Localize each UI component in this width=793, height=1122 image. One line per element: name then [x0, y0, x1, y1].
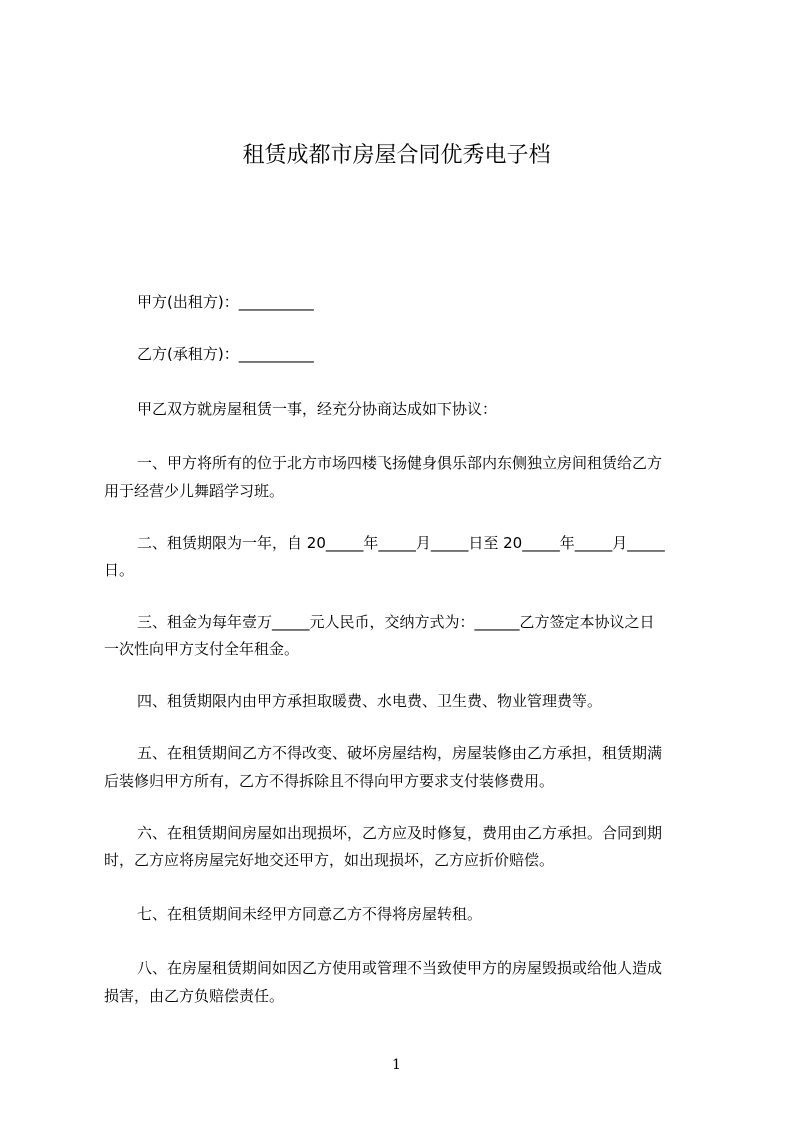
- clause-1-line-2: 用于经营少儿舞蹈学习班。: [104, 482, 285, 500]
- clause-2-line-1: 二、租赁期限为一年，自 20_____年_____月_____日至 20_____年_____月_____: [137, 534, 665, 552]
- clause-2-line-2: 日。: [104, 561, 135, 579]
- party-b-line: 乙方(承租方)：__________: [137, 345, 314, 363]
- clause-5-line-1: 五、在租赁期间乙方不得改变、破坏房屋结构，房屋装修由乙方承担，租赁期满: [137, 744, 663, 762]
- document-title: 租赁成都市房屋合同优秀电子档: [242, 143, 551, 168]
- clause-8-line-1: 八、在房屋租赁期间如因乙方使用或管理不当致使甲方的房屋毁损或给他人造成: [137, 959, 663, 977]
- clause-8-line-2: 损害，由乙方负赔偿责任。: [104, 987, 285, 1005]
- clause-6-line-2: 时，乙方应将房屋完好地交还甲方，如出现损坏，乙方应折价赔偿。: [104, 851, 555, 869]
- agreement-intro: 甲乙双方就房屋租赁一事，经充分协商达成如下协议：: [137, 400, 498, 418]
- clause-7-line-1: 七、在租赁期间未经甲方同意乙方不得将房屋转租。: [137, 905, 483, 923]
- clause-3-line-2: 一次性向甲方支付全年租金。: [104, 640, 300, 658]
- clause-1-line-1: 一、甲方将所有的位于北方市场四楼飞扬健身俱乐部内东侧独立房间租赁给乙方: [137, 454, 663, 472]
- party-a-line: 甲方(出租方)：__________: [137, 293, 314, 311]
- clause-3-line-1: 三、租金为每年壹万_____元人民币，交纳方式为：______乙方签定本协议之日: [137, 613, 655, 631]
- clause-4-line-1: 四、租赁期限内由甲方承担取暖费、水电费、卫生费、物业管理费等。: [137, 692, 603, 710]
- clause-6-line-1: 六、在租赁期间房屋如出现损坏，乙方应及时修复，费用由乙方承担。合同到期: [137, 824, 663, 842]
- page-number: 1: [392, 1057, 401, 1073]
- clause-5-line-2: 后装修归甲方所有，乙方不得拆除且不得向甲方要求支付装修费用。: [104, 772, 555, 790]
